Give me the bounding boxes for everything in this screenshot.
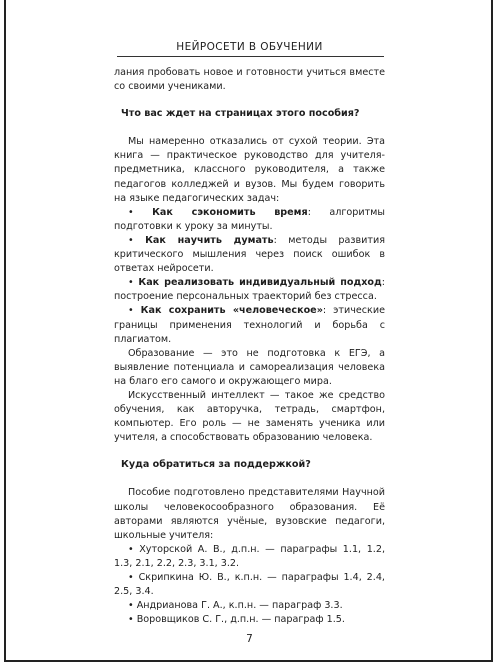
author-item: • Андрианова Г. А., к.п.н. — параграф 3.3. xyxy=(128,600,343,612)
section2-lead-paragraph: Пособие подготовлено представителями Научной школы человекосообразного образования. Её авторами являются учёные, вузовские педагоги, школьные учителя: xyxy=(114,487,385,541)
running-header: НЕЙРОСЕТИ В ОБУЧЕНИИ xyxy=(176,41,323,53)
header-rule xyxy=(117,56,384,57)
bullet-item xyxy=(114,304,385,346)
author-item: • Хуторской А. В., д.п.н. — параграфы 1.1, 1.2, 1.3, 2.1, 2.2, 2.3, 3.1, 3.2. xyxy=(114,543,385,569)
bullet-bold-lead: Как реализовать индивидуальный подход xyxy=(138,277,382,289)
author-item: • Скрипкина Ю. В., к.п.н. — параграфы 1.4, 2.4, 2.5, 3.4. xyxy=(114,572,385,598)
bullet-text: : методы развития критического мышления через поиск ошибок в ответах нейросети. xyxy=(114,234,385,275)
bullet-text: : построение персональных траекторий без стресса. xyxy=(114,277,385,303)
author-item: • Воровщиков С. Г., д.п.н. — параграф 1.5. xyxy=(128,614,345,626)
bullet-item xyxy=(114,276,385,304)
bullet-item xyxy=(114,234,385,276)
page-number: 7 xyxy=(246,633,253,645)
bullet-text: : этические границы применения технологий и борьба с плагиатом. xyxy=(114,305,385,345)
bullet-bold-lead: Как научить думать xyxy=(145,234,274,246)
bullet-marker: • xyxy=(128,234,134,246)
paragraph-education: Образование — это не подготовка к ЕГЭ, а выявление потенциала и самореализация человека на благо его самого и окружающего мира. xyxy=(114,347,385,387)
bullet-text: : алгоритмы подготовки к уроку за минуты. xyxy=(114,206,385,232)
intro-continuation: лания пробовать новое и готовности учиться вместе со своими учениками. xyxy=(114,67,385,93)
bullet-marker: • xyxy=(128,305,134,317)
paragraph-ai-role: Искусственный интеллект — такое же средство обучения, как авторучка, тетрадь, смартфон, компьютер. Его роль — не заменять ученика или учителя, а способствовать образованию человека. xyxy=(114,389,385,444)
section1-lead-paragraph: Мы намеренно отказались от сухой теории. Эта книга — практическое руководство для учителя-предметника, классного руководителя, а также педагогов колледжей и вузов. Мы будем говорить на языке педагогических задач: xyxy=(114,136,385,204)
bullet-bold-lead: Как сохранить «человеческое» xyxy=(140,305,323,317)
section-heading-support: Куда обратиться за поддержкой? xyxy=(121,459,311,471)
bullet-bold-lead: Как сэкономить время xyxy=(152,206,308,218)
bullet-item xyxy=(114,206,385,234)
bullet-marker: • xyxy=(128,206,134,218)
page-body xyxy=(114,66,385,627)
section-heading-contents: Что вас ждет на страницах этого пособия? xyxy=(121,108,360,120)
bullet-marker: • xyxy=(128,277,134,289)
